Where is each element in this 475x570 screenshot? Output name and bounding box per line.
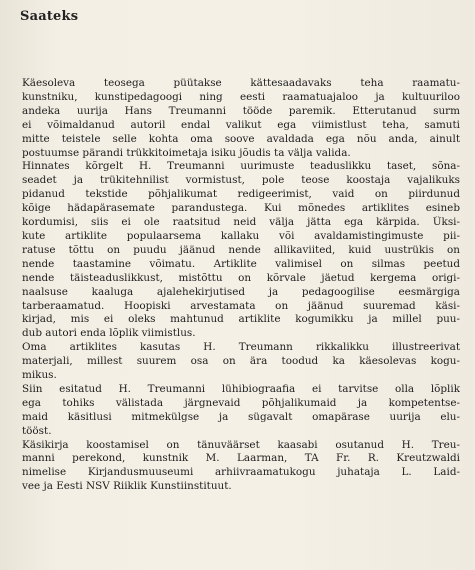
text-line: Hinnates kõrgelt H. Treumanni uurimuste teaduslikku taset, sõna- xyxy=(22,160,460,173)
text-line: nimelise Kirjandusmuuseumi arhiivraamatukogu juhataja L. Laid- xyxy=(22,466,460,479)
paragraph xyxy=(22,383,460,439)
preface-body xyxy=(22,77,460,494)
text-line: mikus. xyxy=(22,369,57,382)
text-line: nende taastamine võimatu. Artiklite valimisel on silmas peetud xyxy=(22,257,460,270)
paragraph xyxy=(22,160,460,341)
text-line: manni perekond, kunstnik M. Laarman, TA Fr. R. Kreutzwaldi xyxy=(22,452,460,465)
text-line: mitte teistele selle kohta oma soove avaldada ega nõu anda, ainult xyxy=(22,132,460,145)
text-line: maid käsitlusi mitmekülgse ja sügavalt omapärase uurija elu- xyxy=(22,410,460,423)
text-line: dub autori enda lõplik viimistlus. xyxy=(22,327,196,340)
text-line: naalsuse kaaluga ajalehekirjutised ja pedagoogilise eesmärgiga xyxy=(22,285,460,298)
text-line: Oma artiklites kasutas H. Treumann rikkalikku illustreerivat xyxy=(22,341,460,354)
text-line: materjali, millest suurem osa on ära toodud ka käesolevas kogu- xyxy=(22,355,460,368)
text-line: Käsikirja koostamisel on tänuväärset kaasabi osutanud H. Treu- xyxy=(22,438,460,451)
text-line: ei võimaldanud autoril endal valikut ega viimistlust teha, samuti xyxy=(22,118,460,131)
text-line: kõige hädapärasemate parandustega. Kui mõnedes artiklites esineb xyxy=(22,202,460,215)
text-line: pidanud tekstide põhjalikumat redigeerimist, vaid on piirdunud xyxy=(22,188,460,201)
text-line: vee ja Eesti NSV Riiklik Kunstiinstituut. xyxy=(22,480,232,493)
paragraph xyxy=(22,341,460,383)
text-line: seadet ja trükitehnilist vormistust, pole teose koostaja vajalikuks xyxy=(22,174,460,187)
text-line: Käesoleva teosega püütakse kättesaadavaks teha raamatu- xyxy=(22,77,460,89)
text-line: ratuse tõttu on puudu jäänud nende allikaviited, kuid uustrükis on xyxy=(22,243,460,256)
text-line: nende täisteaduslikkust, mistõttu on kõrvale jäetud kergema origi- xyxy=(22,271,460,284)
paragraph xyxy=(22,439,460,495)
text-line: tarberaamatud. Hoopiski arvestamata on jäänud suuremad käsi- xyxy=(22,299,460,312)
text-line: kirjad, mis ei oleks mahtunud artiklite kogumikku ja millel puu- xyxy=(22,313,460,326)
text-line: Siin esitatud H. Treumanni lühibiograafia ei tarvitse olla lõplik xyxy=(22,382,460,395)
text-line: andeka uurija Hans Treumanni tööde paremik. Etterutanud surm xyxy=(22,104,460,117)
text-line: kordumisi, siis ei ole raatsitud neid välja jätta ega kärpida. Üksi- xyxy=(22,216,460,229)
text-line: postuumse pärandi trükkitoimetaja isiku jõudis ta välja valida. xyxy=(22,146,351,159)
text-line: tööst. xyxy=(22,424,52,437)
text-line: kute artiklite populaarsema kallaku või avaldamistingimuste pii- xyxy=(22,229,460,242)
paragraph xyxy=(22,77,460,160)
page-title: Saateks xyxy=(20,9,79,24)
text-line: ega tohiks välistada järgnevaid põhjalikumaid ja kompetentse- xyxy=(22,396,460,409)
text-line: kunstniku, kunstipedagoogi ning eesti raamatuajaloo ja kultuuriloo xyxy=(22,90,460,103)
